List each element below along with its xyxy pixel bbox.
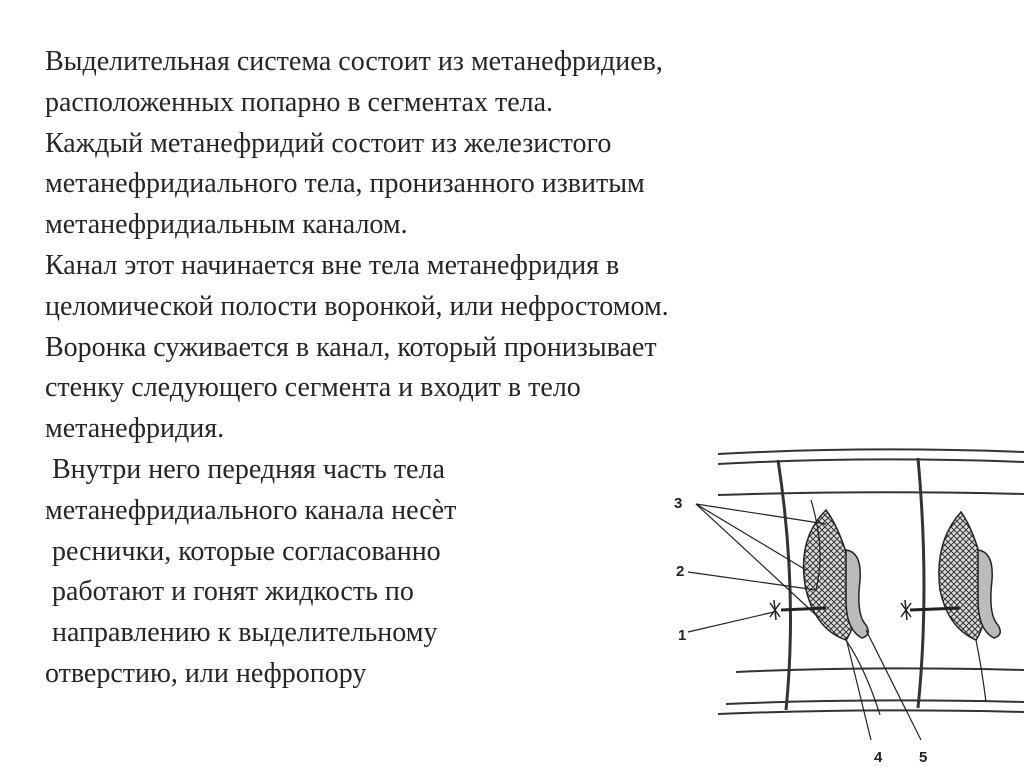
figure-label-3: 3 xyxy=(674,495,683,512)
figure-label-5: 5 xyxy=(919,749,928,766)
text-line: Внутри него передняя часть тела xyxy=(45,453,445,485)
text-line: метанефридиального канала несѐт xyxy=(45,494,457,526)
text-line: Воронка суживается в канал, который пронизывает xyxy=(45,331,657,363)
leader-lines xyxy=(688,504,921,740)
metanephridia-diagram xyxy=(666,440,1024,767)
text-line: Выделительная система состоит из метанефридиев, xyxy=(45,46,663,77)
text-line: расположенных попарно в сегментах тела. xyxy=(45,86,554,118)
text-line: Канал этот начинается вне тела метанефридия в xyxy=(45,249,620,281)
text-line: метанефридиальным каналом. xyxy=(45,209,408,241)
metanephridium-right xyxy=(901,512,1000,702)
text-line: метанефридиального тела, пронизанного извитым xyxy=(45,168,645,200)
text-line: отверстию, или нефропору xyxy=(45,657,367,689)
text-line: работают и гонят жидкость по xyxy=(45,576,414,608)
text-line: реснички, которые согласованно xyxy=(45,535,441,567)
text-line: стенку следующего сегмента и входит в тело xyxy=(45,372,581,404)
text-line: Каждый метанефридий состоит из железистого xyxy=(45,127,612,159)
text-line: метанефридия. xyxy=(45,413,225,445)
figure-label-2: 2 xyxy=(676,563,685,580)
text-line: целомической полости воронкой, или нефростомом. xyxy=(45,290,669,322)
text-line: направлению к выделительному xyxy=(45,617,438,649)
figure-label-4: 4 xyxy=(874,749,883,766)
figure-label-1: 1 xyxy=(678,627,687,644)
